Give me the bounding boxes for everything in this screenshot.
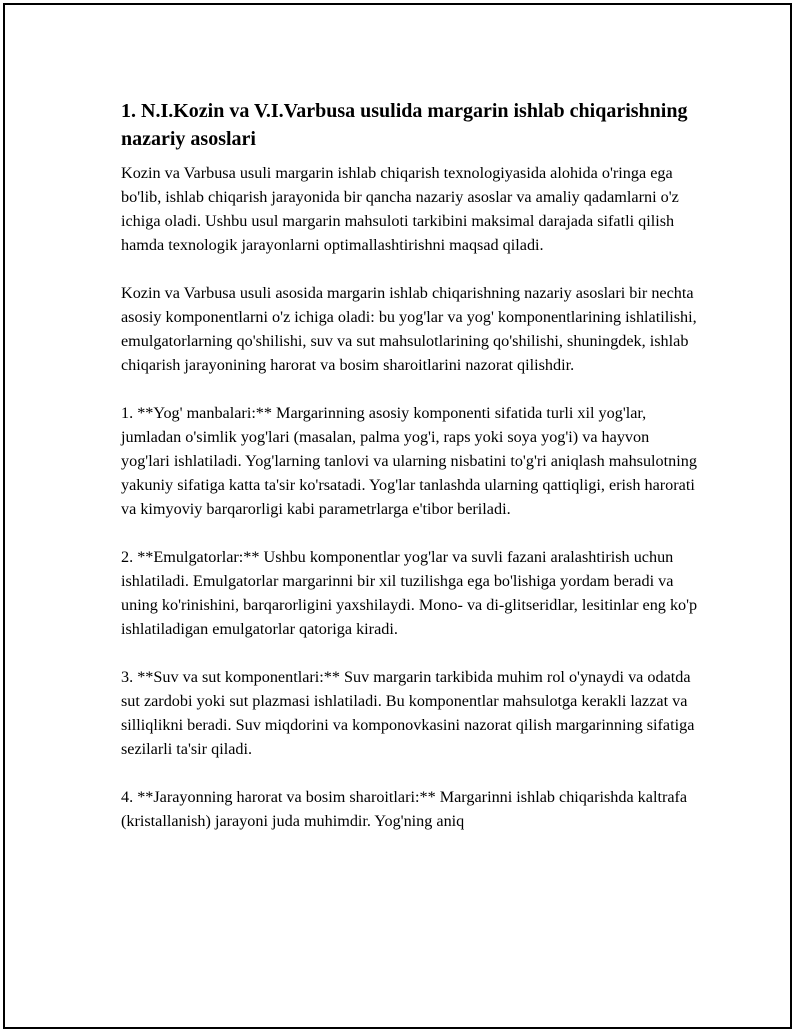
page-frame <box>3 3 792 1029</box>
paragraph-intro: Kozin va Varbusa usuli margarin ishlab chiqarish texnologiyasida alohida o'ringa ega bo'lib, ishlab chiqarish jarayonida bir qancha nazariy asoslar va amaliy qadamlarni o'z ichiga oladi. Ushbu usul margarin mahsuloti tarkibini maksimal darajada sifatli qilish hamda texnologik jarayonlarni optimallashtirishni maqsad qiladi. <box>121 164 679 254</box>
paragraph-emulsifiers: 2. **Emulgatorlar:** Ushbu komponentlar yog'lar va suvli fazani aralashtirish uchun ishlatiladi. Emulgatorlar margarinni bir xil tuzilishga ega bo'lishiga yordam beradi va uning ko'rinishini, barqarorligini yaxshilaydi. Mono- va di-glitseridlar, lesitinlar eng ko'p ishlatiladigan emulgatorlar qatoriga kiradi. <box>121 548 698 638</box>
document-body <box>121 97 701 857</box>
paragraph-water-milk: 3. **Suv va sut komponentlari:** Suv margarin tarkibida muhim rol o'ynaydi va odatda sut zardobi yoki sut plazmasi ishlatiladi. Bu komponentlar mahsulotga kerakli lazzat va silliqlikni beradi. Suv miqdorini va komponovkasini nazorat qilish margarinning sifatiga sezilarli ta'sir qiladi. <box>121 668 695 758</box>
paragraph-fat-sources: 1. **Yog' manbalari:** Margarinning asosiy komponenti sifatida turli xil yog'lar, jumladan o'simlik yog'lari (masalan, palma yog'i, raps yoki soya yog'i) va hayvon yog'lari ishlatiladi. Yog'larning tanlovi va ularning nisbatini to'g'ri aniqlash mahsulotning yakuniy sifatiga katta ta'sir ko'rsatadi. Yog'lar tanlashda ularning qattiqligi, erish harorati va kimyoviy barqarorligi kabi parametrlarga e'tibor beriladi. <box>121 404 697 518</box>
paragraph-temperature-pressure: 4. **Jarayonning harorat va bosim sharoitlari:** Margarinni ishlab chiqarishda kaltrafa (kristallanish) jarayoni juda muhimdir. Yog'ning aniq <box>121 788 688 830</box>
paragraph-components: Kozin va Varbusa usuli asosida margarin ishlab chiqarishning nazariy asoslari bir nechta asosiy komponentlarni o'z ichiga oladi: bu yog'lar va yog' komponentlarining ishlatilishi, emulgatorlarning qo'shilishi, suv va sut mahsulotlarining qo'shilishi, shuningdek, ishlab chiqarish jarayonining harorat va bosim sharoitlarini nazorat qilishdir. <box>121 284 697 374</box>
section-heading: 1. N.I.Kozin va V.I.Varbusa usulida margarin ishlab chiqarishning nazariy asoslari <box>121 100 688 150</box>
